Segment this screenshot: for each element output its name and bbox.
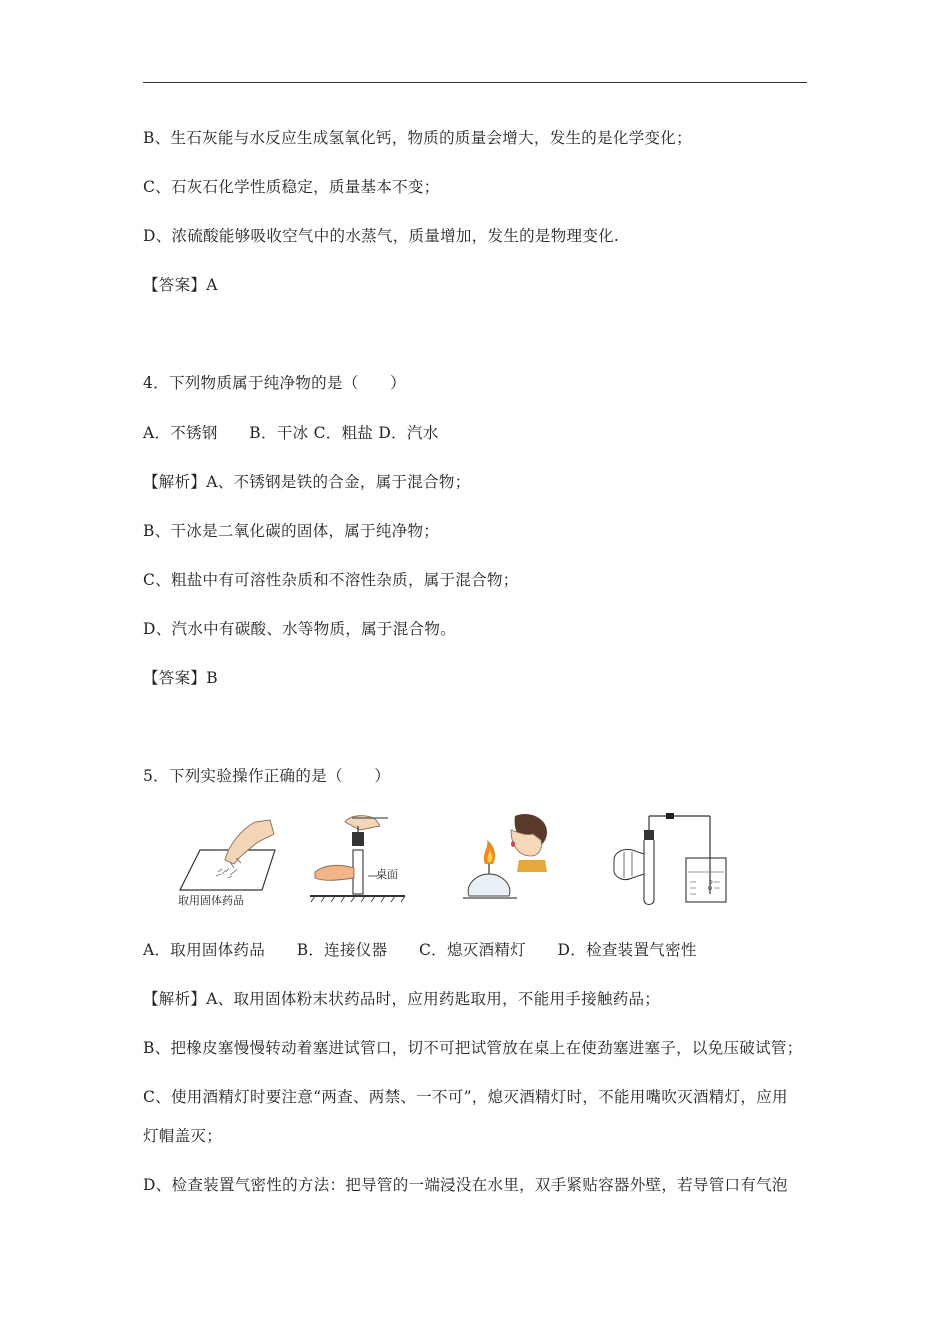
- fig1-caption: 取用固体药品: [178, 894, 244, 907]
- text-line: D、汽水中有碳酸、水等物质，属于混合物。: [143, 620, 456, 638]
- check-airtightness-figure: [610, 812, 735, 907]
- text-line: 【解析】A、取用固体粉末状药品时，应用药匙取用，不能用手接触药品；: [143, 990, 661, 1008]
- text-line: C、使用酒精灯时要注意“两查、两禁、一不可”，熄灭酒精灯时，不能用嘴吹灭酒精灯，应用: [143, 1088, 788, 1106]
- text-line: 灯帽盖灭；: [143, 1127, 223, 1145]
- question-4: 4．下列物质属于纯净物的是（ ）: [143, 374, 406, 392]
- text-line: B、干冰是二氧化碳的固体，属于纯净物；: [143, 522, 440, 540]
- answer-line: 【答案】B: [143, 669, 218, 687]
- extinguish-alcohol-lamp-figure: [455, 812, 565, 907]
- text-line: 【解析】A、不锈钢是铁的合金，属于混合物；: [143, 473, 471, 491]
- question-5: 5．下列实验操作正确的是（ ）: [143, 767, 391, 785]
- experiment-figures: [170, 812, 730, 912]
- take-solid-reagent-figure: [170, 812, 285, 907]
- answer-line: 【答案】A: [143, 276, 218, 294]
- options-5: A．取用固体药品 B．连接仪器 C．熄灭酒精灯 D．检查装置气密性: [143, 941, 697, 959]
- connect-instruments-figure: [310, 812, 430, 907]
- text-line: C、石灰石化学性质稳定，质量基本不变；: [143, 178, 440, 196]
- text-line: C、粗盐中有可溶性杂质和不溶性杂质，属于混合物；: [143, 571, 519, 589]
- text-line: D、检查装置气密性的方法：把导管的一端浸没在水里，双手紧贴容器外壁，若导管口有气泡: [143, 1176, 788, 1194]
- text-line: B、生石灰能与水反应生成氢氧化钙，物质的质量会增大，发生的是化学变化；: [143, 129, 692, 147]
- fig2-caption: 桌面: [376, 868, 398, 881]
- header-rule: [143, 82, 807, 83]
- text-line: B、把橡皮塞慢慢转动着塞进试管口，切不可把试管放在桌上在使劲塞进塞子，以免压破试管；: [143, 1039, 803, 1057]
- options-4: A．不锈钢 B．干冰 C．粗盐 D．汽水: [143, 424, 439, 442]
- text-line: D、浓硫酸能够吸收空气中的水蒸气，质量增加，发生的是物理变化.: [143, 227, 620, 245]
